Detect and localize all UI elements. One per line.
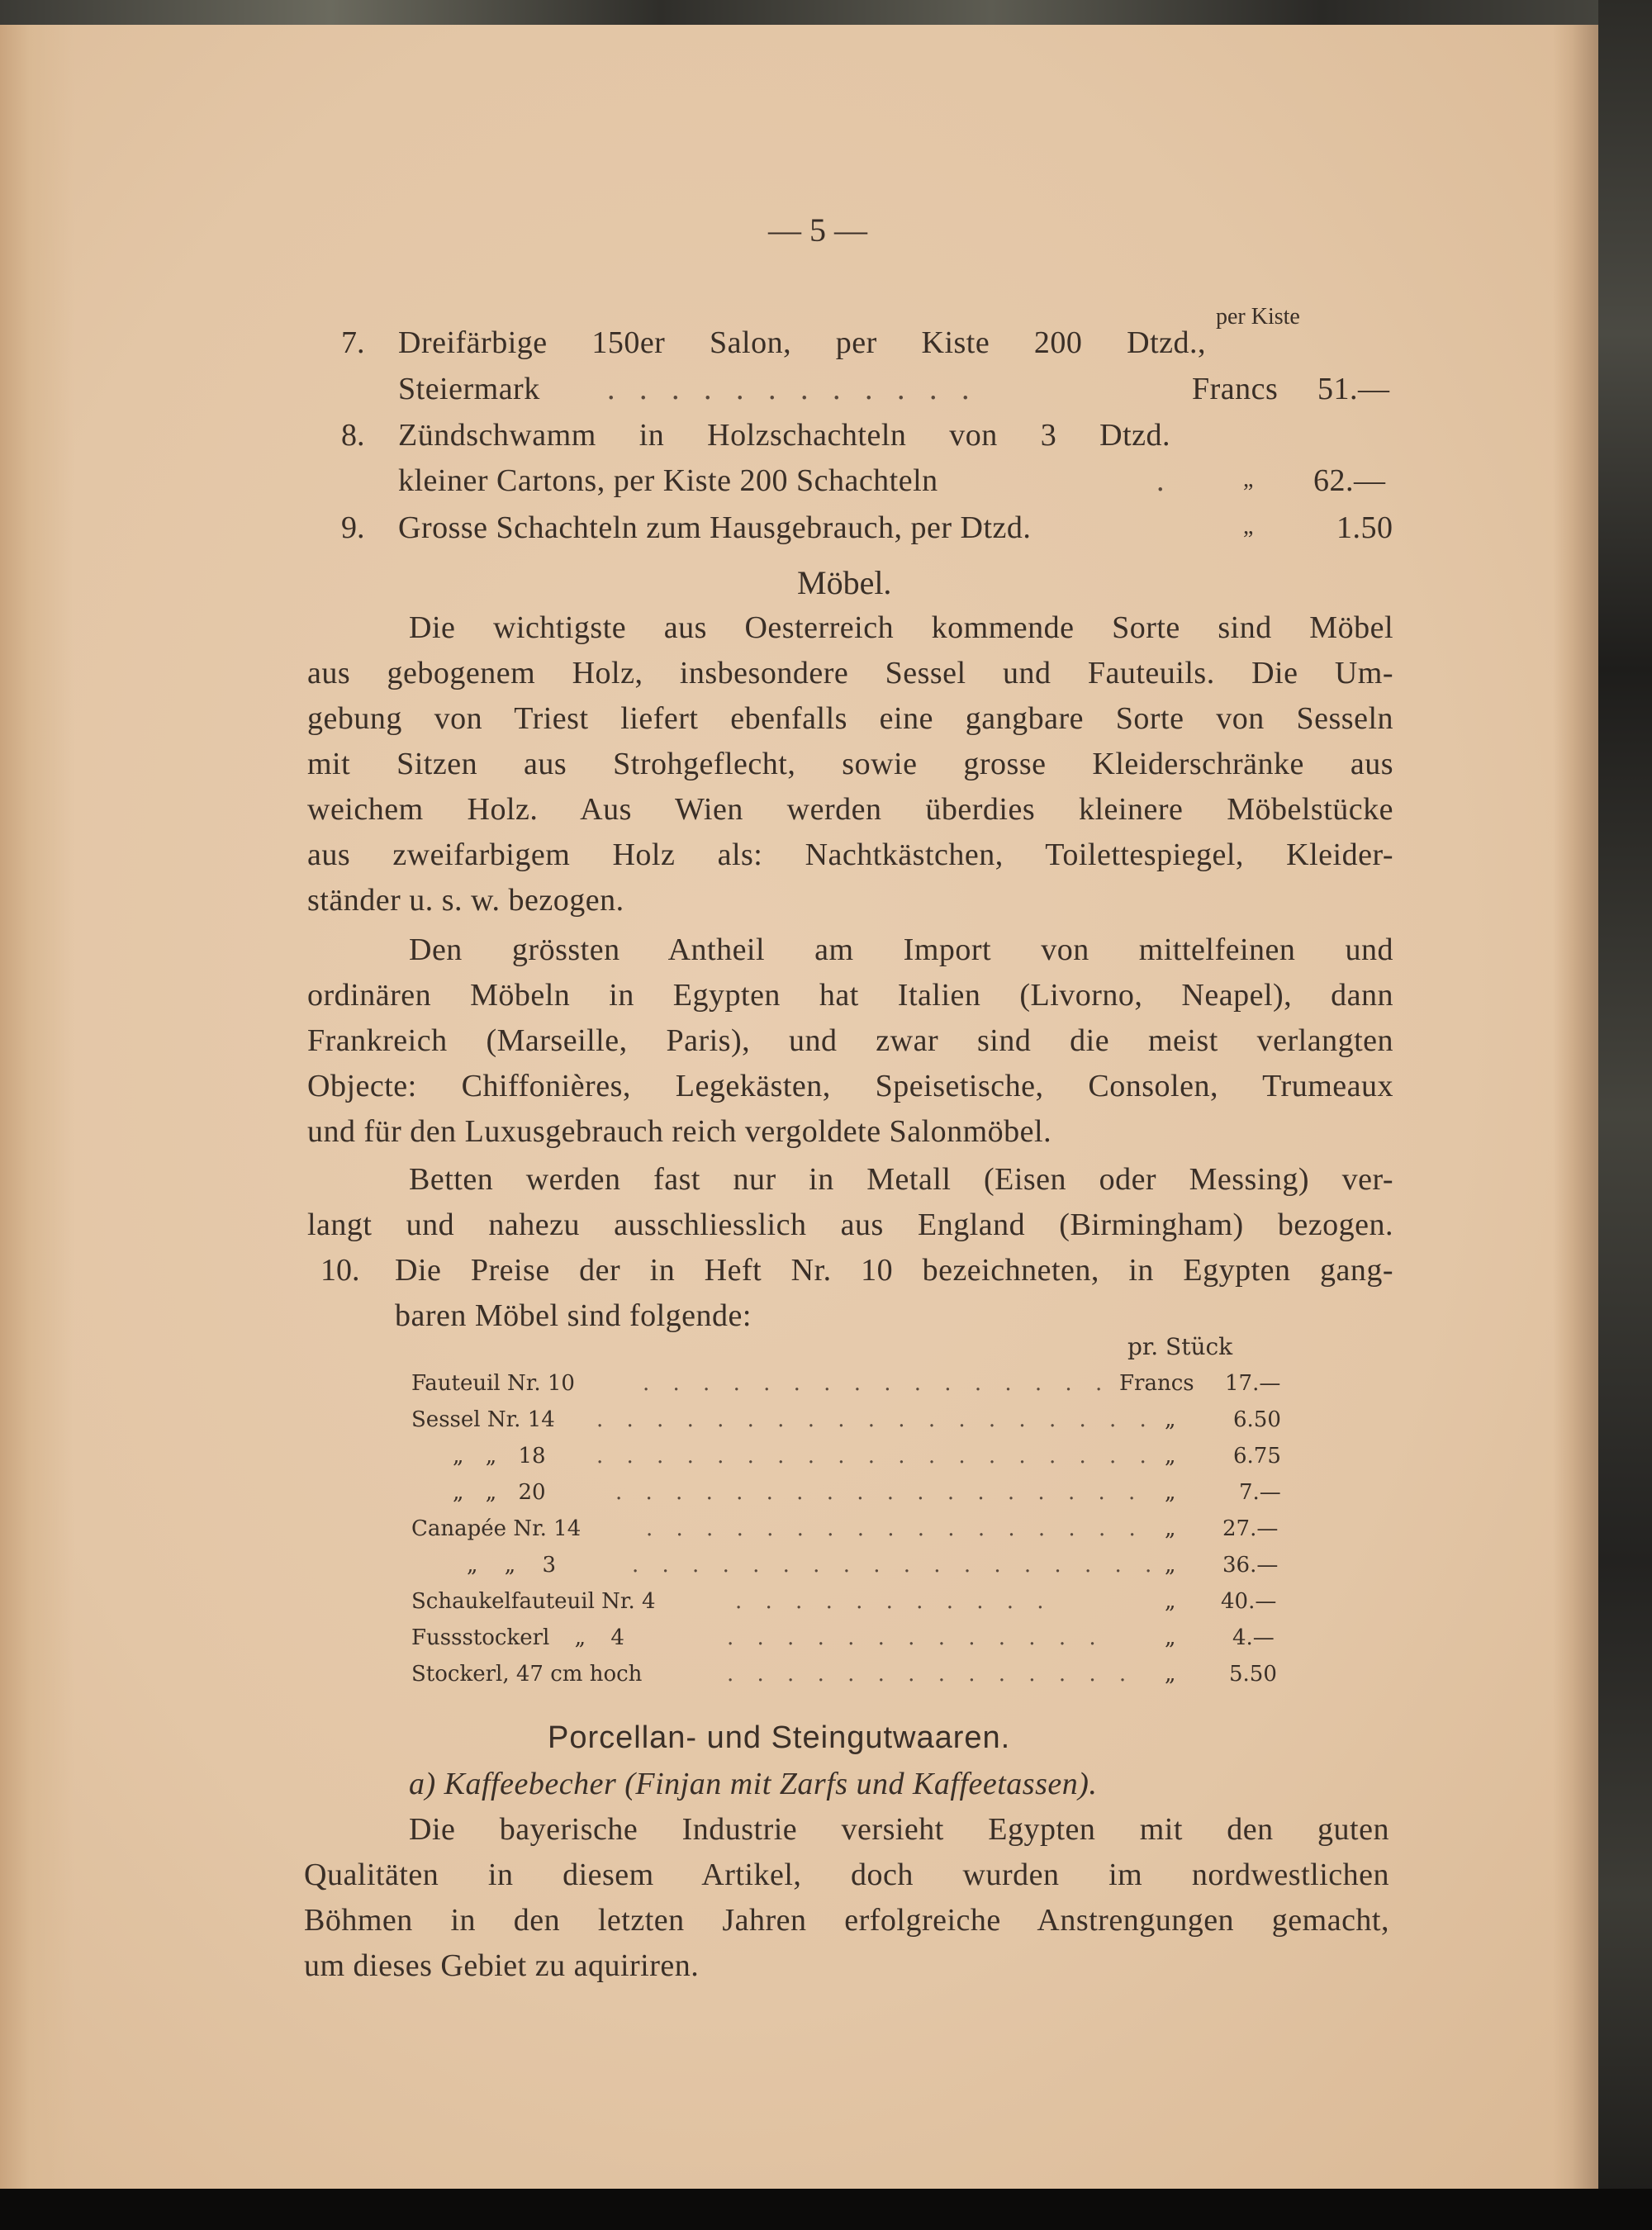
table-row-price: 36.— [1222, 1553, 1279, 1578]
paragraph-line: aus gebogenem Holz, insbesondere Sessel und Fauteuils. Die Um- [307, 656, 1393, 690]
paragraph-line: Böhmen in den letzten Jahren erfolgreiche Anstrengungen gemacht, [304, 1903, 1389, 1938]
table-row-name: Fauteuil Nr. 10 [411, 1371, 575, 1396]
paragraph-line: Frankreich (Marseille, Paris), und zwar sind die meist verlangten [307, 1023, 1393, 1058]
leader-dots: . . . . . . . . . . . . . . . . . . [615, 1480, 1144, 1505]
leader-dots: . . . . . . . . . . . . . . . . . . . [596, 1407, 1155, 1432]
item-line: baren Möbel sind folgende: [395, 1298, 752, 1333]
paragraph-line: und für den Luxusgebrauch reich vergoldete Salonmöbel. [307, 1114, 1052, 1149]
ditto-mark: „ [1165, 1589, 1176, 1614]
item-price: 1.50 [1336, 510, 1393, 545]
table-row-price: 17.— [1225, 1371, 1281, 1396]
table-row-name: Schaukelfauteuil Nr. 4 [411, 1589, 656, 1614]
table-row-price: 5.50 [1229, 1662, 1277, 1687]
table-row-name: „ „ 20 [453, 1480, 546, 1505]
item-line: Die Preise der in Heft Nr. 10 bezeichneten, in Egypten gang- [395, 1253, 1393, 1288]
paragraph-line: weichem Holz. Aus Wien werden überdies kleinere Möbelstücke [307, 792, 1393, 827]
leader-dots: . . . . . . . . . . . . . [727, 1625, 1104, 1650]
item-currency: Francs [1192, 372, 1279, 406]
leader-dots: . . . . . . . . . . . . . . [727, 1662, 1135, 1687]
table-row-price: 6.50 [1233, 1407, 1281, 1432]
unit-header-pr-stueck: pr. Stück [1127, 1333, 1233, 1360]
paragraph-line: Die bayerische Industrie versieht Egypten mit den guten [409, 1812, 1389, 1847]
ditto-mark: „ [1165, 1444, 1176, 1468]
paragraph-line: Den grössten Antheil am Import von mittelfeinen und [409, 932, 1393, 967]
paragraph-line: Qualitäten in diesem Artikel, doch wurden im nordwestlichen [304, 1858, 1389, 1892]
paragraph-line: um dieses Gebiet zu aquiriren. [304, 1948, 700, 1983]
leader-dots: . . . . . . . . . . . [735, 1589, 1052, 1614]
paragraph-line: langt und nahezu ausschliesslich aus England (Birmingham) bezogen. [307, 1208, 1393, 1242]
table-row-name: Sessel Nr. 14 [411, 1407, 555, 1432]
table-row-name: Stockerl, 47 cm hoch [411, 1662, 643, 1687]
table-row-name: Canapée Nr. 14 [411, 1516, 582, 1541]
table-row-price: 4.— [1232, 1625, 1275, 1650]
ditto-mark: „ [1243, 467, 1254, 492]
paragraph-line: ordinären Möbeln in Egypten hat Italien (Livorno, Neapel), dann [307, 978, 1393, 1013]
ditto-mark: „ [1165, 1516, 1176, 1541]
table-row-price: 6.75 [1233, 1444, 1281, 1468]
leader-dots: . . . . . . . . . . . . . . . . . . [632, 1553, 1161, 1578]
paragraph-line: Die wichtigste aus Oesterreich kommende Sorte sind Möbel [409, 610, 1393, 645]
item-number: 7. [341, 325, 365, 360]
table-row-name: Fussstockerl „ 4 [411, 1625, 624, 1650]
item-price: 62.— [1313, 463, 1386, 498]
paragraph-line: mit Sitzen aus Strohgeflecht, sowie grosse Kleiderschränke aus [307, 747, 1393, 781]
paragraph-line: ständer u. s. w. bezogen. [307, 883, 624, 918]
ditto-mark: „ [1243, 514, 1254, 539]
table-row-currency: Francs [1119, 1371, 1194, 1396]
section-heading-porcellan: Porcellan- und Steingutwaaren. [548, 1720, 1011, 1755]
paragraph-line: gebung von Triest liefert ebenfalls eine gangbare Sorte von Sesseln [307, 701, 1393, 736]
paragraph-line: Betten werden fast nur in Metall (Eisen oder Messing) ver- [409, 1162, 1393, 1197]
table-row-name: „ „ 3 [467, 1553, 557, 1578]
item-line: Steiermark [398, 372, 540, 406]
item-line: Grosse Schachteln zum Hausgebrauch, per Dtzd. [398, 510, 1032, 545]
leader-dots: . . . . . . . . . . . . . . . . [643, 1371, 1111, 1396]
paragraph-line: Objecte: Chiffonières, Legekästen, Speisetische, Consolen, Trumeaux [307, 1069, 1393, 1103]
leader-dots: . [1156, 463, 1173, 498]
table-row-price: 40.— [1221, 1589, 1277, 1614]
ditto-mark: „ [1165, 1553, 1176, 1578]
item-price: 51.— [1317, 372, 1390, 406]
ditto-mark: „ [1165, 1407, 1176, 1432]
table-row-price: 27.— [1222, 1516, 1279, 1541]
leader-dots: . . . . . . . . . . . . . . . . . [646, 1516, 1144, 1541]
section-heading-moebel: Möbel. [797, 564, 892, 601]
unit-header-per-kiste: per Kiste [1216, 304, 1300, 330]
book-cover-bottom [0, 2189, 1652, 2230]
page-number: — 5 — [768, 211, 867, 249]
ditto-mark: „ [1165, 1625, 1176, 1650]
page-edge-shadow [1553, 25, 1601, 2189]
item-number: 10. [320, 1253, 360, 1288]
ditto-mark: „ [1165, 1662, 1176, 1687]
paragraph-line: aus zweifarbigem Holz als: Nachtkästchen, Toilettespiegel, Kleider- [307, 837, 1393, 872]
item-line: Zündschwamm in Holzschachteln von 3 Dtzd. [398, 418, 1170, 453]
page-gutter-shadow [0, 25, 74, 2189]
subsection-heading: a) Kaffeebecher (Finjan mit Zarfs und Kaffeetassen). [409, 1767, 1098, 1801]
item-number: 9. [341, 510, 365, 545]
leader-dots: . . . . . . . . . . . . [607, 372, 978, 406]
table-row-price: 7.— [1239, 1480, 1281, 1505]
item-line: kleiner Cartons, per Kiste 200 Schachteln [398, 463, 938, 498]
item-number: 8. [341, 418, 365, 453]
item-line: Dreifärbige 150er Salon, per Kiste 200 Dtzd., [398, 325, 1206, 360]
leader-dots: . . . . . . . . . . . . . . . . . . . [596, 1444, 1155, 1468]
book-cover-right [1598, 0, 1652, 2230]
ditto-mark: „ [1165, 1480, 1176, 1505]
table-row-name: „ „ 18 [453, 1444, 546, 1468]
